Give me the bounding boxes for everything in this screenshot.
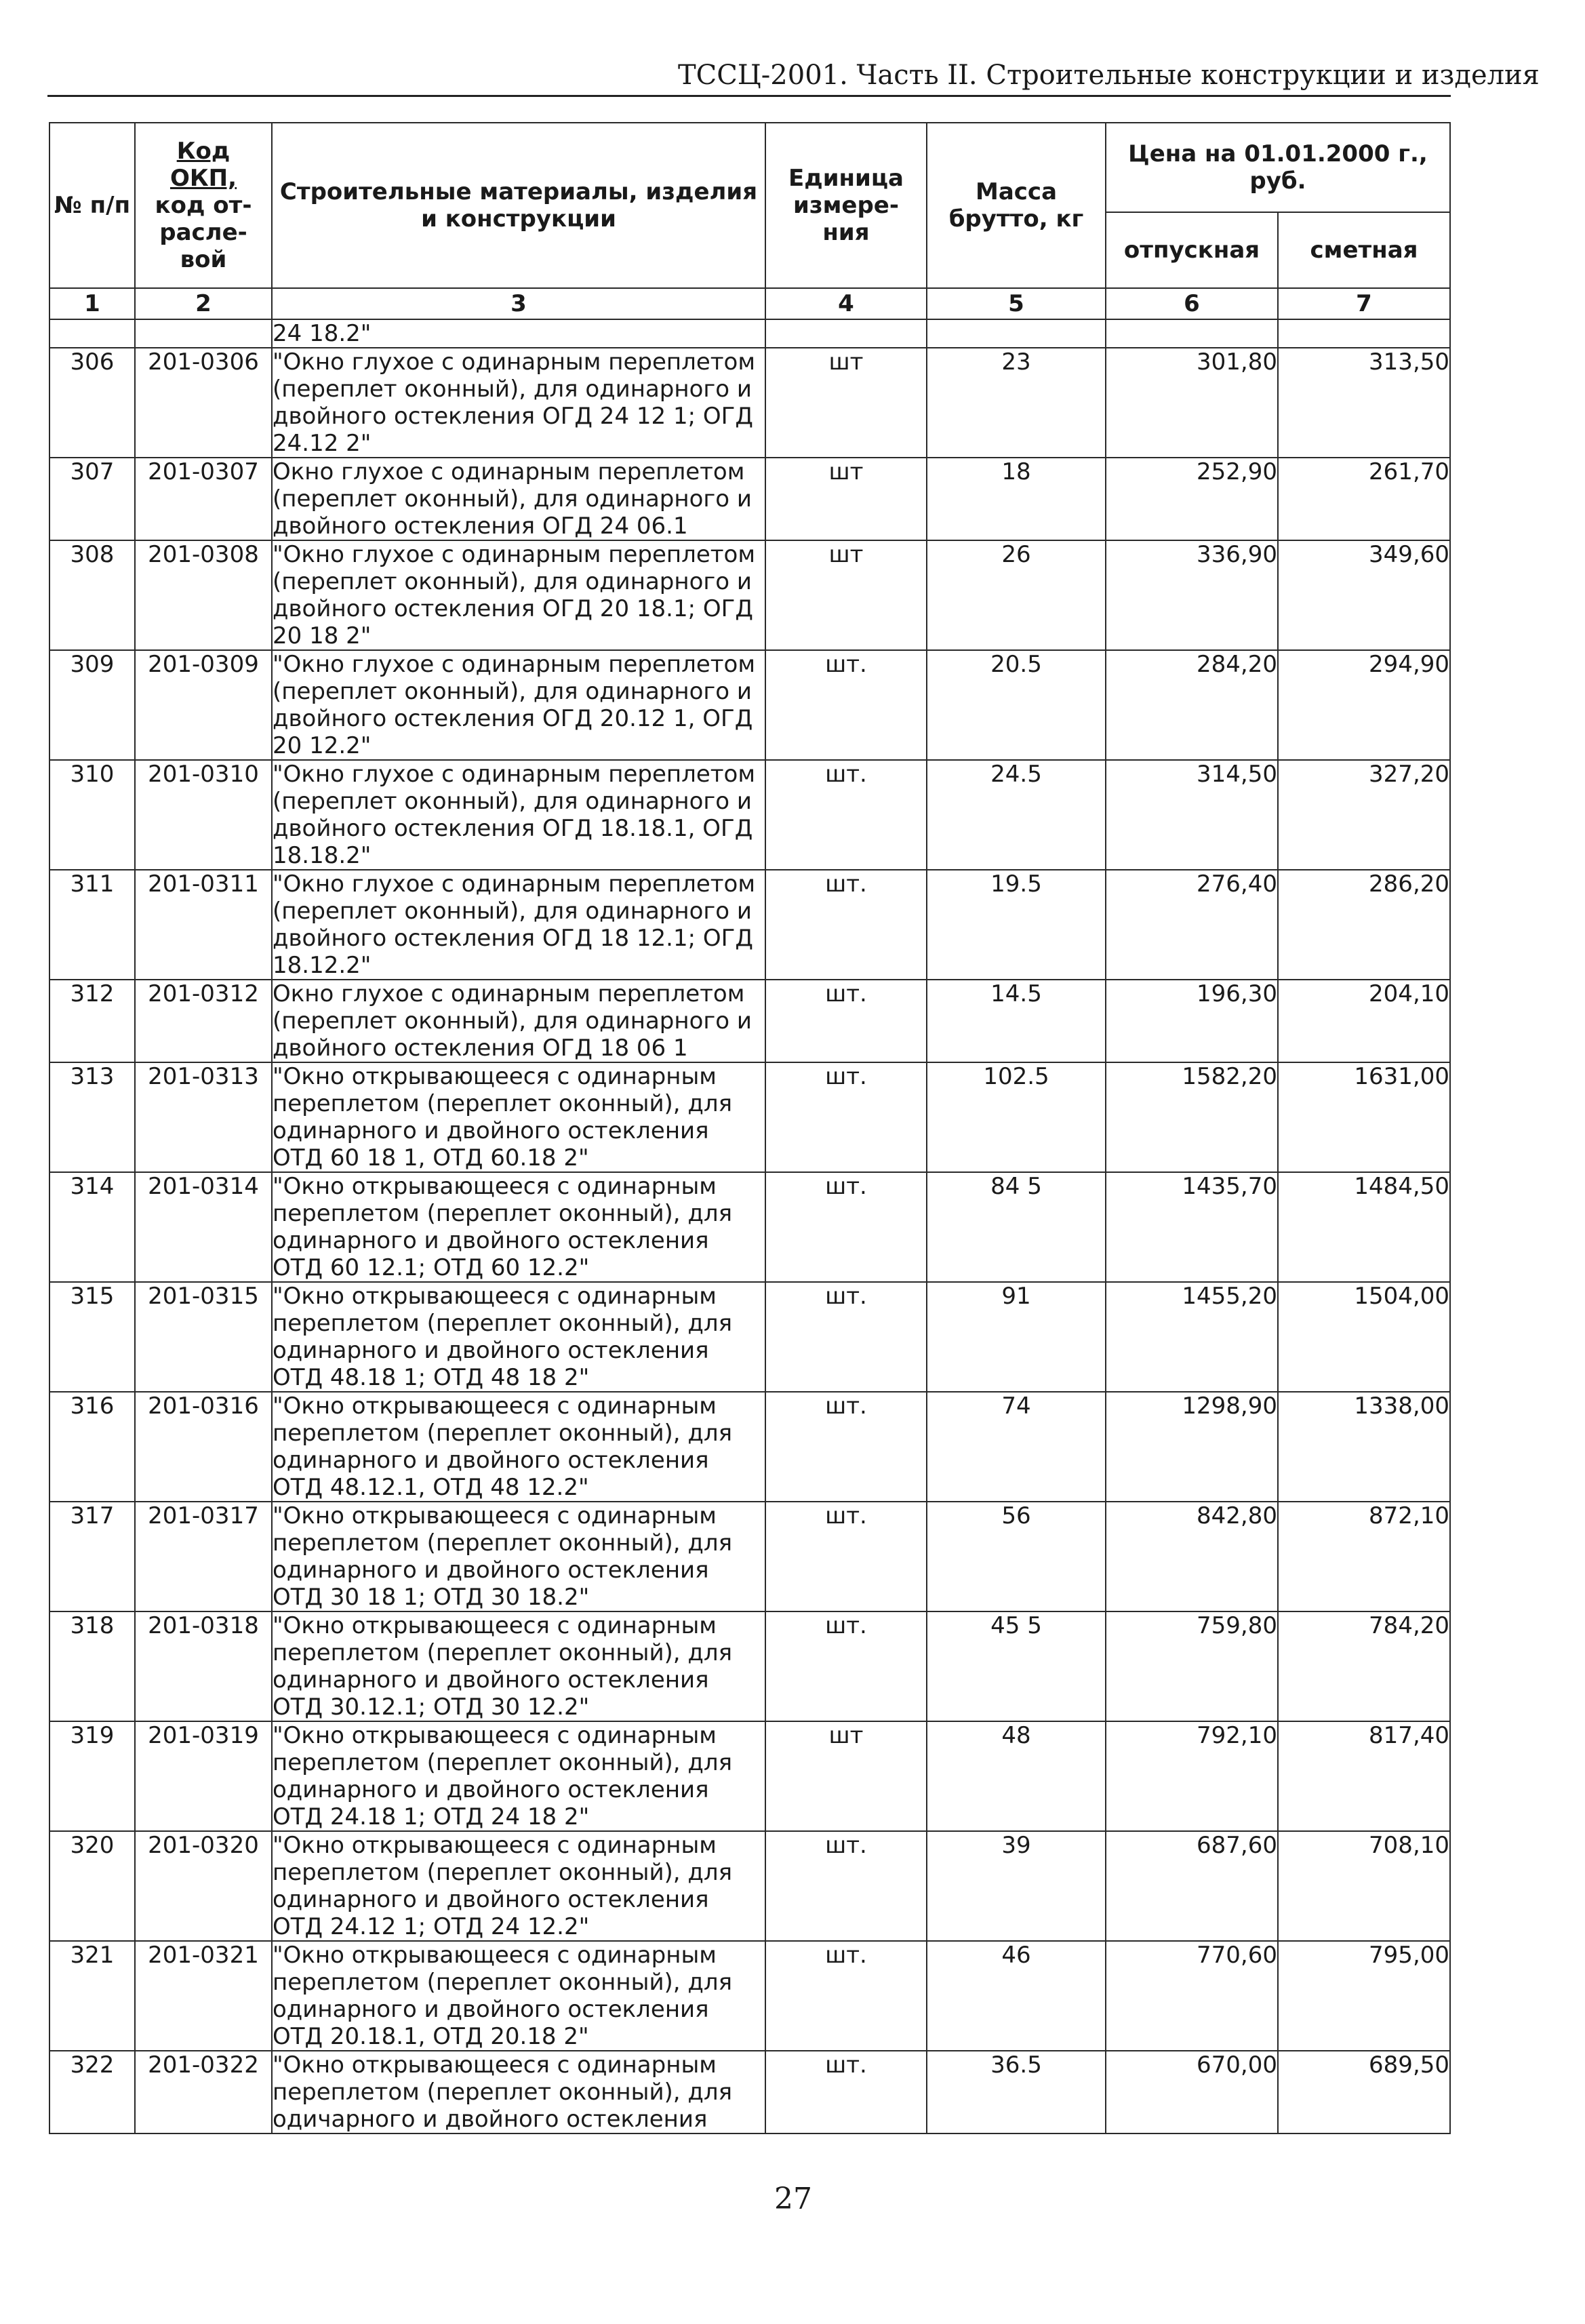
row-description: "Окно глухое с одинарным переплетом (переплет оконный), для одинарного и двойного остекления ОГД 18.18.1, ОГД 18.18.2" [272, 760, 765, 870]
row-num: 316 [49, 1392, 135, 1502]
row-num: 314 [49, 1172, 135, 1282]
row-code: 201-0320 [135, 1831, 272, 1941]
row-unit: шт. [765, 1282, 927, 1392]
table-row [49, 1611, 1450, 1721]
table-row [49, 1941, 1450, 2051]
column-number-7: 7 [1278, 288, 1450, 319]
column-number-1: 1 [49, 288, 135, 319]
row-mass: 23 [927, 348, 1106, 458]
row-num: 306 [49, 348, 135, 458]
row-code: 201-0312 [135, 980, 272, 1062]
row-release-price: 301,80 [1106, 348, 1278, 458]
row-code: 201-0317 [135, 1502, 272, 1611]
row-num: 320 [49, 1831, 135, 1941]
row-mass: 14.5 [927, 980, 1106, 1062]
page-number: 27 [774, 2182, 812, 2216]
row-mass: 56 [927, 1502, 1106, 1611]
row-estimate-price: 1631,00 [1278, 1062, 1450, 1172]
row-estimate-price: 349,60 [1278, 540, 1450, 650]
row-description: "Окно открывающееся с одинарным переплетом (переплет оконный), для одинарного и двойного остекления ОТД 48.12.1, ОТД 48 12.2" [272, 1392, 765, 1502]
row-unit: шт [765, 348, 927, 458]
row-description: "Окно глухое с одинарным переплетом (переплет оконный), для одинарного и двойного остекления ОГД 20 18.1; ОГД 20 18 2" [272, 540, 765, 650]
price-table [49, 122, 1451, 2134]
row-num: 321 [49, 1941, 135, 2051]
row-estimate-price: 1504,00 [1278, 1282, 1450, 1392]
row-code: 201-0316 [135, 1392, 272, 1502]
table-row [49, 1392, 1450, 1502]
row-unit: шт. [765, 1062, 927, 1172]
row-release-price: 276,40 [1106, 870, 1278, 980]
row-num: 318 [49, 1611, 135, 1721]
row-estimate-price: 708,10 [1278, 1831, 1450, 1941]
row-release-price: 1455,20 [1106, 1282, 1278, 1392]
table-row [49, 1172, 1450, 1282]
header-rule [47, 95, 1451, 97]
row-num: 317 [49, 1502, 135, 1611]
header-price-group: Цена на 01.01.2000 г., руб. [1106, 123, 1450, 212]
header-code-line1: Код [176, 138, 230, 165]
row-mass: 24.5 [927, 760, 1106, 870]
row-unit: шт. [765, 1941, 927, 2051]
row-code: 201-0318 [135, 1611, 272, 1721]
row-release-price: 1435,70 [1106, 1172, 1278, 1282]
row-num: 311 [49, 870, 135, 980]
row-mass: 84 5 [927, 1172, 1106, 1282]
row-num: 307 [49, 458, 135, 540]
row-estimate-price: 313,50 [1278, 348, 1450, 458]
row-unit: шт. [765, 760, 927, 870]
row-unit: шт. [765, 1502, 927, 1611]
row-code: 201-0306 [135, 348, 272, 458]
row-code: 201-0310 [135, 760, 272, 870]
row-mass: 48 [927, 1721, 1106, 1831]
row-description: "Окно открывающееся с одинарным переплетом (переплет оконный), для одинарного и двойного остекления ОТД 60 12.1; ОТД 60 12.2" [272, 1172, 765, 1282]
column-number-6: 6 [1106, 288, 1278, 319]
row-code: 201-0321 [135, 1941, 272, 2051]
row-estimate-price: 689,50 [1278, 2051, 1450, 2133]
row-description: "Окно открывающееся с одинарным переплетом (переплет оконный), для одинарного и двойного остекления ОТД 60 18 1, ОТД 60.18 2" [272, 1062, 765, 1172]
table-row [49, 1502, 1450, 1611]
row-release-price: 670,00 [1106, 2051, 1278, 2133]
row-mass: 36.5 [927, 2051, 1106, 2133]
row-estimate-price: 327,20 [1278, 760, 1450, 870]
row-unit: шт. [765, 980, 927, 1062]
row-num: 315 [49, 1282, 135, 1392]
row-description: Окно глухое с одинарным переплетом (переплет оконный), для одинарного и двойного остекления ОГД 18 06 1 [272, 980, 765, 1062]
row-release-price: 842,80 [1106, 1502, 1278, 1611]
table-row [49, 980, 1450, 1062]
row-description: "Окно глухое с одинарным переплетом (переплет оконный), для одинарного и двойного остекления ОГД 18 12.1; ОГД 18.12.2" [272, 870, 765, 980]
row-estimate-price: 294,90 [1278, 650, 1450, 760]
row-mass: 45 5 [927, 1611, 1106, 1721]
table-row [49, 2051, 1450, 2133]
row-code: 201-0319 [135, 1721, 272, 1831]
row-code: 201-0308 [135, 540, 272, 650]
header-mass: Масса брутто, кг [927, 123, 1106, 288]
row-release-price: 792,10 [1106, 1721, 1278, 1831]
column-number-3: 3 [272, 288, 765, 319]
row-code: 201-0307 [135, 458, 272, 540]
row-num: 322 [49, 2051, 135, 2133]
row-description: "Окно открывающееся с одинарным переплетом (переплет оконный), для одинарного и двойного остекления ОТД 20.18.1, ОТД 20.18 2" [272, 1941, 765, 2051]
row-release-price: 770,60 [1106, 1941, 1278, 2051]
row-unit: шт [765, 458, 927, 540]
header-unit: Единица измере- ния [765, 123, 927, 288]
header-price-release: отпускная [1106, 212, 1278, 288]
row-unit: шт. [765, 1392, 927, 1502]
row-description: "Окно открывающееся с одинарным переплетом (переплет оконный), для одинарного и двойного остекления ОТД 24.18 1; ОТД 24 18 2" [272, 1721, 765, 1831]
row-mass: 18 [927, 458, 1106, 540]
row-estimate-price: 286,20 [1278, 870, 1450, 980]
row-release-price: 1298,90 [1106, 1392, 1278, 1502]
header-code [135, 123, 272, 288]
row-num: 319 [49, 1721, 135, 1831]
header-price-estimate: сметная [1278, 212, 1450, 288]
row-code: 201-0322 [135, 2051, 272, 2133]
header-code-line2: ОКП, [169, 165, 237, 192]
row-release-price: 336,90 [1106, 540, 1278, 650]
continued-row [49, 319, 1450, 348]
column-number-4: 4 [765, 288, 927, 319]
row-num: 309 [49, 650, 135, 760]
row-num: 313 [49, 1062, 135, 1172]
row-estimate-price: 872,10 [1278, 1502, 1450, 1611]
row-release-price: 252,90 [1106, 458, 1278, 540]
header-name: Строительные материалы, изделия и конструкции [272, 123, 765, 288]
row-mass: 91 [927, 1282, 1106, 1392]
row-estimate-price: 1338,00 [1278, 1392, 1450, 1502]
row-description: "Окно открывающееся с одинарным переплетом (переплет оконный), для одинарного и двойного остекления ОТД 24.12 1; ОТД 24 12.2" [272, 1831, 765, 1941]
row-description: "Окно открывающееся с одинарным переплетом (переплет оконный), для одинарного и двойного остекления ОТД 48.18 1; ОТД 48 18 2" [272, 1282, 765, 1392]
row-code: 201-0309 [135, 650, 272, 760]
row-release-price: 759,80 [1106, 1611, 1278, 1721]
table-row [49, 458, 1450, 540]
row-num: 312 [49, 980, 135, 1062]
table-row [49, 870, 1450, 980]
row-unit: шт. [765, 870, 927, 980]
continued-text: 24 18.2" [272, 319, 765, 348]
row-unit: шт. [765, 2051, 927, 2133]
row-mass: 74 [927, 1392, 1106, 1502]
row-num: 308 [49, 540, 135, 650]
running-header: ТССЦ-2001. Часть II. Строительные конструкции и изделия [678, 60, 1540, 91]
row-estimate-price: 261,70 [1278, 458, 1450, 540]
table-row [49, 1831, 1450, 1941]
row-unit: шт [765, 1721, 927, 1831]
row-num: 310 [49, 760, 135, 870]
row-code: 201-0311 [135, 870, 272, 980]
table-row [49, 760, 1450, 870]
header-code-rest: код от- расле- вой [155, 192, 252, 273]
row-unit: шт [765, 540, 927, 650]
table-row [49, 650, 1450, 760]
row-description: "Окно открывающееся с одинарным переплетом (переплет оконный), для одичарного и двойного остекления [272, 2051, 765, 2133]
table-row [49, 1721, 1450, 1831]
row-estimate-price: 817,40 [1278, 1721, 1450, 1831]
table-row [49, 348, 1450, 458]
row-mass: 102.5 [927, 1062, 1106, 1172]
row-release-price: 196,30 [1106, 980, 1278, 1062]
row-estimate-price: 795,00 [1278, 1941, 1450, 2051]
column-number-5: 5 [927, 288, 1106, 319]
row-code: 201-0313 [135, 1062, 272, 1172]
table-row [49, 1062, 1450, 1172]
row-mass: 20.5 [927, 650, 1106, 760]
column-number-2: 2 [135, 288, 272, 319]
row-description: "Окно глухое с одинарным переплетом (переплет оконный), для одинарного и двойного остекления ОГД 24 12 1; ОГД 24.12 2" [272, 348, 765, 458]
row-release-price: 314,50 [1106, 760, 1278, 870]
header-num: № п/п [49, 123, 135, 288]
row-code: 201-0315 [135, 1282, 272, 1392]
row-description: Окно глухое с одинарным переплетом (переплет оконный), для одинарного и двойного остекления ОГД 24 06.1 [272, 458, 765, 540]
row-estimate-price: 204,10 [1278, 980, 1450, 1062]
row-release-price: 1582,20 [1106, 1062, 1278, 1172]
row-estimate-price: 1484,50 [1278, 1172, 1450, 1282]
row-mass: 46 [927, 1941, 1106, 2051]
row-mass: 39 [927, 1831, 1106, 1941]
row-unit: шт. [765, 1172, 927, 1282]
row-description: "Окно глухое с одинарным переплетом (переплет оконный), для одинарного и двойного остекления ОГД 20.12 1, ОГД 20 12.2" [272, 650, 765, 760]
row-estimate-price: 784,20 [1278, 1611, 1450, 1721]
row-code: 201-0314 [135, 1172, 272, 1282]
row-unit: шт. [765, 650, 927, 760]
table-row [49, 540, 1450, 650]
row-release-price: 284,20 [1106, 650, 1278, 760]
row-release-price: 687,60 [1106, 1831, 1278, 1941]
row-description: "Окно открывающееся с одинарным переплетом (переплет оконный), для одинарного и двойного остекления ОТД 30.12.1; ОТД 30 12.2" [272, 1611, 765, 1721]
row-unit: шт. [765, 1831, 927, 1941]
row-description: "Окно открывающееся с одинарным переплетом (переплет оконный), для одинарного и двойного остекления ОТД 30 18 1; ОТД 30 18.2" [272, 1502, 765, 1611]
row-mass: 26 [927, 540, 1106, 650]
row-unit: шт. [765, 1611, 927, 1721]
row-mass: 19.5 [927, 870, 1106, 980]
table-row [49, 1282, 1450, 1392]
